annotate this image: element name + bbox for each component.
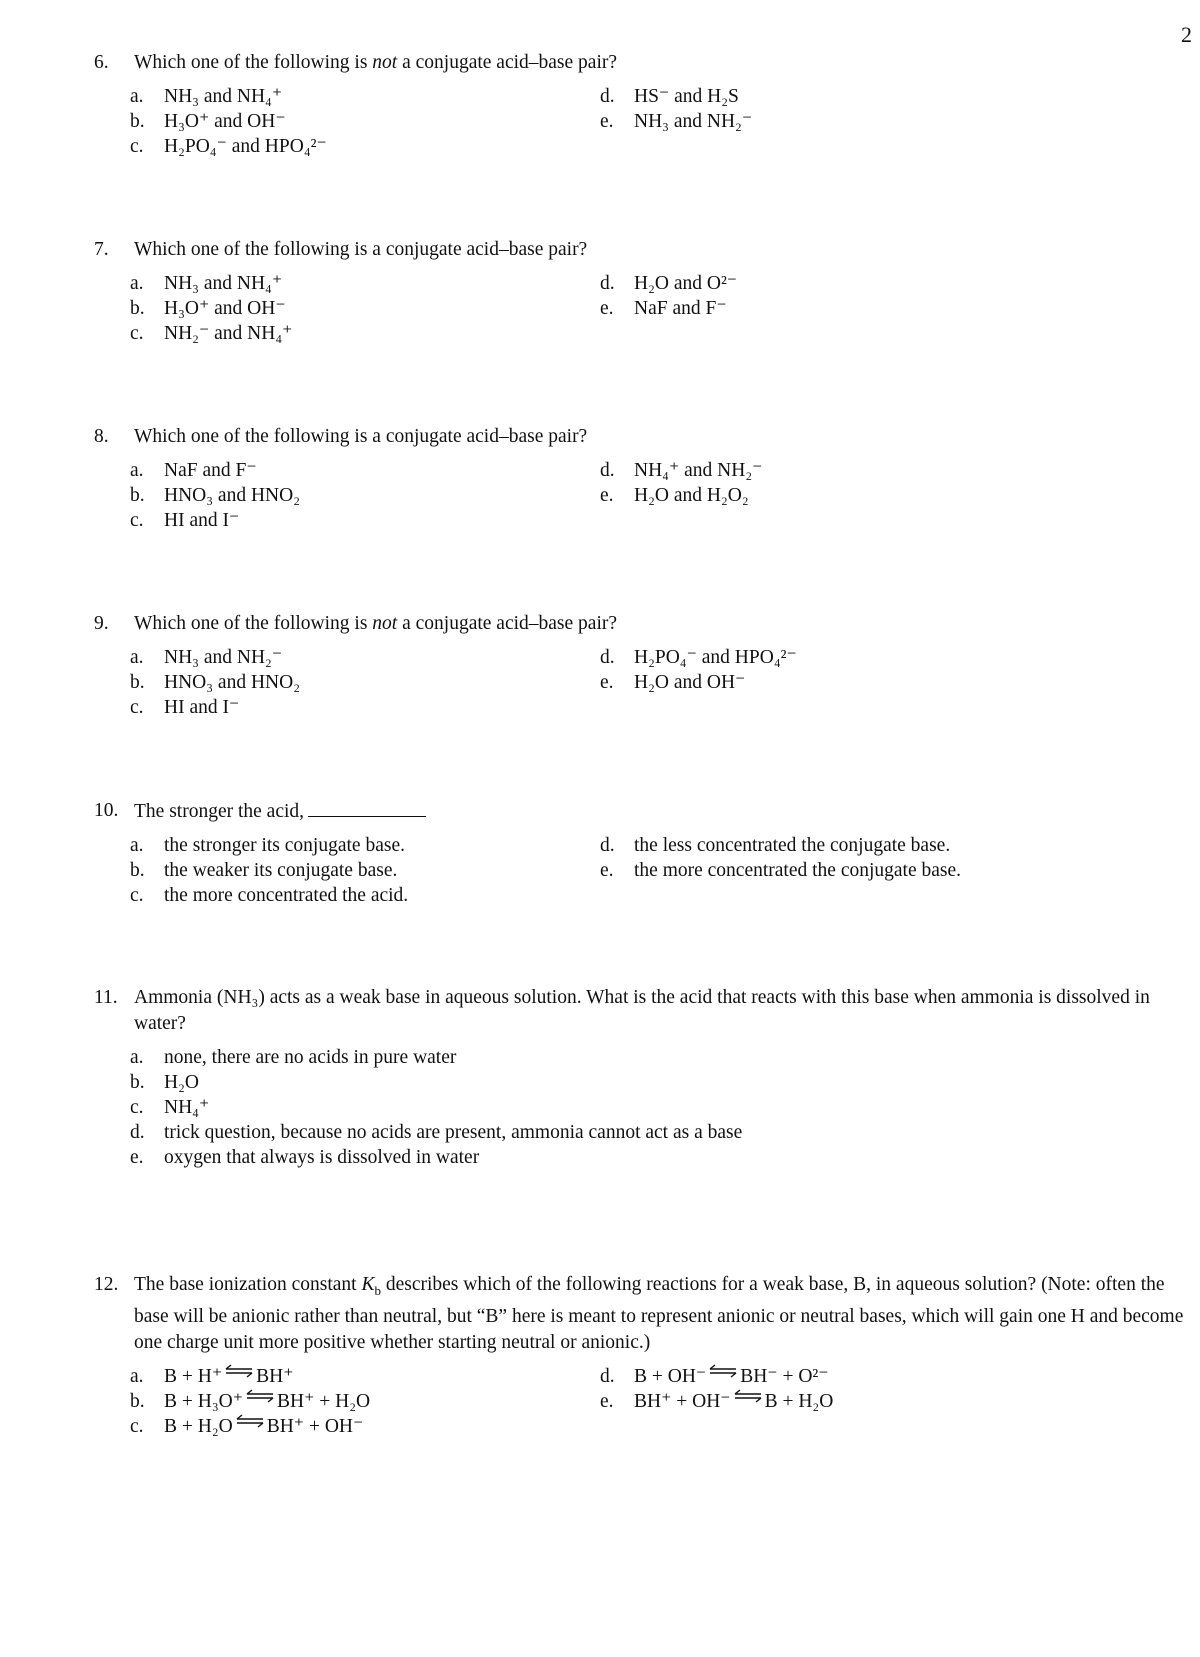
option-text: NaF and F⁻ (164, 460, 257, 481)
question-stem (94, 611, 1184, 637)
option-letter: d. (600, 647, 615, 668)
stem-text: Which one of the following is a conjugate acid–base pair? (134, 239, 588, 260)
option-text: H₂O (164, 1072, 199, 1093)
option-e[interactable] (130, 1145, 479, 1171)
option-text: HI and I⁻ (164, 697, 240, 718)
question-number: 7. (94, 239, 109, 260)
question-stem (94, 50, 1184, 76)
option-text: H₂O and H₂O₂ (634, 485, 749, 506)
option-text: the less concentrated the conjugate base. (634, 835, 951, 856)
option-text: NH₄⁺ and NH₂⁻ (634, 460, 763, 481)
option-letter: b. (130, 1072, 145, 1093)
question-8 (94, 424, 1184, 531)
question-11 (94, 985, 1184, 1168)
option-text: H₂O and O²⁻ (634, 273, 738, 294)
option-letter: e. (600, 111, 614, 132)
option-b[interactable] (130, 109, 286, 135)
option-letter: b. (130, 485, 145, 506)
reaction-right: BH⁺ + OH⁻ (266, 1415, 364, 1437)
reaction-left: B + H⁺ (164, 1365, 223, 1387)
option-c[interactable] (130, 134, 327, 160)
option-letter: d. (600, 1365, 615, 1387)
option-text: NH₃ and NH₄⁺ (164, 273, 283, 294)
option-b[interactable] (130, 1389, 370, 1415)
option-e[interactable] (600, 109, 752, 135)
option-text: H₂PO₄⁻ and HPO₄²⁻ (164, 136, 327, 157)
equilibrium-arrow-icon (245, 1389, 275, 1403)
stem-text-prefix: Which one of the following is (134, 613, 373, 634)
option-letter: a. (130, 1047, 144, 1068)
equilibrium-arrow-icon (733, 1389, 763, 1403)
stem-text: Which one of the following is a conjugate acid–base pair? (134, 426, 588, 447)
question-stem (94, 237, 1184, 263)
option-e[interactable] (600, 483, 749, 509)
question-stem (94, 424, 1184, 450)
question-7 (94, 237, 1184, 344)
option-text: NH₃ and NH₄⁺ (164, 86, 283, 107)
option-letter: a. (130, 460, 144, 481)
question-stem (94, 985, 1184, 1037)
option-a[interactable] (130, 84, 282, 110)
option-a[interactable] (130, 833, 405, 859)
option-d[interactable] (600, 458, 762, 484)
option-d[interactable] (600, 833, 950, 859)
option-text: H₂PO₄⁻ and HPO₄²⁻ (634, 647, 797, 668)
option-c[interactable] (130, 321, 292, 347)
option-text: the more concentrated the conjugate base. (634, 860, 962, 881)
equilibrium-arrow-icon (235, 1414, 265, 1428)
reaction-right: B + H₂O (764, 1390, 834, 1412)
question-10 (94, 798, 1184, 906)
option-d[interactable] (600, 645, 797, 671)
option-e[interactable] (600, 1389, 833, 1415)
option-b[interactable] (130, 858, 397, 884)
option-letter: b. (130, 111, 145, 132)
option-letter: a. (130, 1365, 144, 1387)
question-6 (94, 50, 1184, 157)
option-a[interactable] (130, 1364, 294, 1390)
question-number: 9. (94, 613, 109, 634)
option-letter: e. (600, 1390, 614, 1412)
option-d[interactable] (600, 84, 739, 110)
option-d[interactable] (600, 1364, 829, 1390)
reaction-left: B + H₂O (164, 1415, 233, 1437)
option-text: HNO₃ and HNO₂ (164, 485, 300, 506)
question-12 (94, 1272, 1184, 1437)
option-b[interactable] (130, 1070, 199, 1096)
stem-text-prefix: Which one of the following is (134, 52, 373, 73)
option-e[interactable] (600, 296, 727, 322)
option-text: NaF and F⁻ (634, 298, 727, 319)
stem-text-prefix: The base ionization constant (134, 1274, 362, 1295)
option-letter: a. (130, 835, 144, 856)
stem-text-suffix: a conjugate acid–base pair? (397, 613, 618, 634)
option-e[interactable] (600, 670, 745, 696)
option-a[interactable] (130, 271, 282, 297)
stem-emphasis: K (361, 1274, 375, 1295)
option-b[interactable] (130, 296, 286, 322)
reaction-right: BH⁺ + H₂O (277, 1390, 371, 1412)
option-a[interactable] (130, 1045, 456, 1071)
stem-text: The stronger the acid, (134, 801, 305, 822)
option-text: none, there are no acids in pure water (164, 1047, 457, 1068)
reaction-left: B + H₃O⁺ (164, 1390, 244, 1412)
question-number: 6. (94, 52, 109, 73)
option-c[interactable] (130, 508, 239, 534)
stem-subscript: b (374, 1282, 381, 1298)
answer-blank (308, 798, 426, 817)
reaction-left: BH⁺ + OH⁻ (634, 1390, 731, 1412)
option-d[interactable] (130, 1120, 742, 1146)
option-text: H₃O⁺ and OH⁻ (164, 111, 286, 132)
option-letter: c. (130, 323, 144, 344)
option-letter: c. (130, 1415, 144, 1437)
option-text: the weaker its conjugate base. (164, 860, 398, 881)
question-9 (94, 611, 1184, 718)
question-number: 11. (94, 987, 118, 1008)
option-letter: c. (130, 697, 144, 718)
option-a[interactable] (130, 645, 282, 671)
option-letter: e. (600, 672, 614, 693)
question-number: 10. (94, 800, 119, 821)
option-b[interactable] (130, 670, 300, 696)
option-c[interactable] (130, 695, 239, 721)
option-letter: c. (130, 510, 144, 531)
option-text: NH₃ and NH₂⁻ (634, 111, 753, 132)
option-text: HI and I⁻ (164, 510, 240, 531)
option-text: the stronger its conjugate base. (164, 835, 405, 856)
option-letter: c. (130, 1097, 144, 1118)
option-letter: e. (600, 485, 614, 506)
page-number: 2 (1181, 22, 1192, 47)
option-letter: e. (130, 1147, 144, 1168)
option-letter: b. (130, 672, 145, 693)
equilibrium-arrow-icon (224, 1364, 254, 1378)
option-text: NH₂⁻ and NH₄⁺ (164, 323, 293, 344)
option-letter: b. (130, 1390, 145, 1412)
option-letter: d. (600, 460, 615, 481)
stem-text: Ammonia (NH₃) acts as a weak base in aqueous solution. What is the acid that reacts with this base when ammonia is dissolved in water? (134, 987, 1150, 1034)
reaction-right: BH⁻ + O²⁻ (740, 1365, 829, 1387)
option-b[interactable] (130, 483, 300, 509)
option-c[interactable] (130, 883, 408, 909)
question-number: 12. (94, 1274, 119, 1295)
option-letter: e. (600, 860, 614, 881)
stem-emphasis: not (372, 613, 398, 634)
option-letter: a. (130, 647, 144, 668)
question-stem (94, 1272, 1184, 1356)
option-letter: a. (130, 273, 144, 294)
option-c[interactable] (130, 1095, 209, 1121)
option-text: the more concentrated the acid. (164, 885, 409, 906)
equilibrium-arrow-icon (708, 1364, 738, 1378)
option-letter: b. (130, 298, 145, 319)
option-e[interactable] (600, 858, 961, 884)
reaction-right: BH⁺ (256, 1365, 294, 1387)
question-stem (94, 798, 1184, 825)
option-a[interactable] (130, 458, 257, 484)
option-letter: d. (600, 86, 615, 107)
stem-text-suffix: a conjugate acid–base pair? (397, 52, 618, 73)
option-text: H₂O and OH⁻ (634, 672, 746, 693)
option-letter: d. (130, 1122, 145, 1143)
option-letter: b. (130, 860, 145, 881)
option-letter: c. (130, 885, 144, 906)
question-number: 8. (94, 426, 109, 447)
option-text: trick question, because no acids are present, ammonia cannot act as a base (164, 1122, 743, 1143)
option-text: H₃O⁺ and OH⁻ (164, 298, 286, 319)
stem-text-suffix: describes which of the following reactions for a weak base, B, in aqueous solution? (Note: often the base will be anionic rather than neutral, but “B” here is meant to represent anionic or neutral bases, which will gain one H and become one charge unit more positive whether starting neutral or anionic.) (134, 1274, 1184, 1353)
option-letter: c. (130, 136, 144, 157)
option-letter: d. (600, 273, 615, 294)
option-letter: a. (130, 86, 144, 107)
option-text: NH₄⁺ (164, 1097, 210, 1118)
option-d[interactable] (600, 271, 737, 297)
option-text: HNO₃ and HNO₂ (164, 672, 300, 693)
option-text: oxygen that always is dissolved in water (164, 1147, 480, 1168)
option-text: HS⁻ and H₂S (634, 86, 739, 107)
reaction-left: B + OH⁻ (634, 1365, 707, 1387)
option-c[interactable] (130, 1414, 363, 1440)
stem-emphasis: not (372, 52, 398, 73)
option-letter: d. (600, 835, 615, 856)
option-text: NH₃ and NH₂⁻ (164, 647, 283, 668)
option-letter: e. (600, 298, 614, 319)
